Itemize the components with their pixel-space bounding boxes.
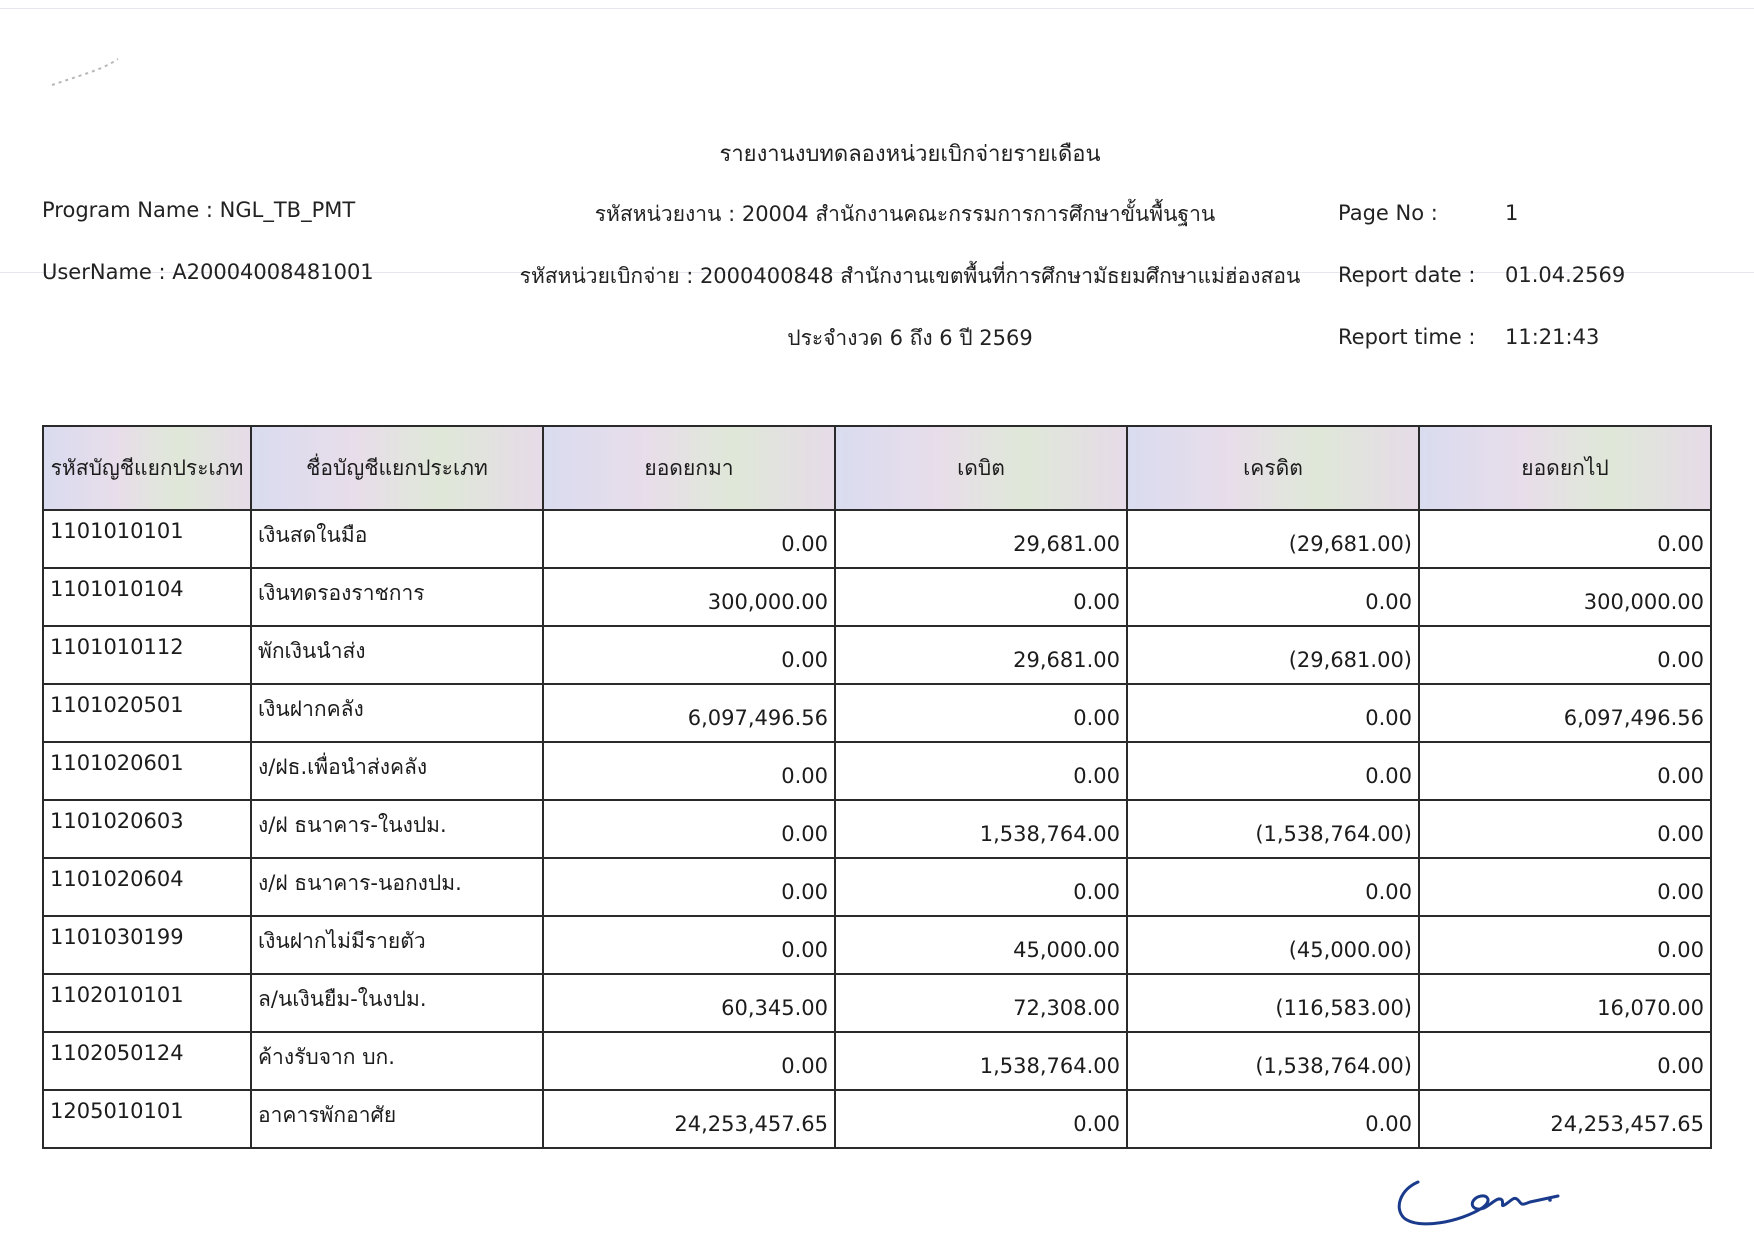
account-name-cell: ง/ฝ ธนาคาร-นอกงปม. xyxy=(251,858,543,916)
account-code-cell: 1205010101 xyxy=(43,1090,251,1148)
report-date-value: 01.04.2569 xyxy=(1505,263,1626,287)
table-row xyxy=(43,800,1711,858)
opening-balance-cell: 0.00 xyxy=(543,742,835,800)
debit-cell: 1,538,764.00 xyxy=(835,800,1127,858)
col-header-account-name: ชื่อบัญชีแยกประเภท xyxy=(251,426,543,510)
debit-cell: 0.00 xyxy=(835,684,1127,742)
table-header-row xyxy=(43,426,1711,510)
opening-balance-cell: 6,097,496.56 xyxy=(543,684,835,742)
table-row xyxy=(43,742,1711,800)
col-header-credit: เครดิต xyxy=(1127,426,1419,510)
account-name-cell: เงินทดรองราชการ xyxy=(251,568,543,626)
col-header-closing-balance: ยอดยกไป xyxy=(1419,426,1711,510)
closing-balance-cell: 0.00 xyxy=(1419,742,1711,800)
trial-balance-table xyxy=(42,425,1712,1149)
account-name-cell: ง/ฝธ.เพื่อนำส่งคลัง xyxy=(251,742,543,800)
closing-balance-cell: 0.00 xyxy=(1419,916,1711,974)
debit-cell: 1,538,764.00 xyxy=(835,1032,1127,1090)
account-name-cell: อาคารพักอาศัย xyxy=(251,1090,543,1148)
opening-balance-cell: 300,000.00 xyxy=(543,568,835,626)
credit-cell: (29,681.00) xyxy=(1127,626,1419,684)
credit-cell: (1,538,764.00) xyxy=(1127,800,1419,858)
account-code-cell: 1101010112 xyxy=(43,626,251,684)
account-code-cell: 1101030199 xyxy=(43,916,251,974)
page-no-label: Page No : xyxy=(1338,201,1438,225)
account-name-cell: ค้างรับจาก บก. xyxy=(251,1032,543,1090)
credit-cell: 0.00 xyxy=(1127,684,1419,742)
table-row xyxy=(43,684,1711,742)
closing-balance-cell: 0.00 xyxy=(1419,510,1711,568)
opening-balance-cell: 24,253,457.65 xyxy=(543,1090,835,1148)
closing-balance-cell: 0.00 xyxy=(1419,800,1711,858)
credit-cell: 0.00 xyxy=(1127,858,1419,916)
debit-cell: 0.00 xyxy=(835,1090,1127,1148)
page-no-value: 1 xyxy=(1505,201,1519,225)
credit-cell: 0.00 xyxy=(1127,568,1419,626)
closing-balance-cell: 0.00 xyxy=(1419,858,1711,916)
table-row xyxy=(43,510,1711,568)
closing-balance-cell: 16,070.00 xyxy=(1419,974,1711,1032)
closing-balance-cell: 300,000.00 xyxy=(1419,568,1711,626)
col-header-opening-balance: ยอดยกมา xyxy=(543,426,835,510)
account-name-cell: เงินฝากไม่มีรายตัว xyxy=(251,916,543,974)
table-row xyxy=(43,1090,1711,1148)
account-name-cell: พักเงินนำส่ง xyxy=(251,626,543,684)
closing-balance-cell: 0.00 xyxy=(1419,1032,1711,1090)
table-row xyxy=(43,626,1711,684)
table-row xyxy=(43,1032,1711,1090)
report-period: ประจำงวด 6 ถึง 6 ปี 2569 xyxy=(787,326,1033,350)
program-name: Program Name : NGL_TB_PMT xyxy=(42,198,356,222)
report-time-value: 11:21:43 xyxy=(1505,325,1600,349)
report-time-label: Report time : xyxy=(1338,325,1476,349)
table-row xyxy=(43,916,1711,974)
closing-balance-cell: 0.00 xyxy=(1419,626,1711,684)
col-header-account-code: รหัสบัญชีแยกประเภท xyxy=(43,426,251,510)
credit-cell: (45,000.00) xyxy=(1127,916,1419,974)
scan-artifact-line xyxy=(0,8,1754,9)
report-title: รายงานงบทดลองหน่วยเบิกจ่ายรายเดือน xyxy=(719,142,1101,167)
handwritten-signature xyxy=(1390,1160,1560,1235)
debit-cell: 0.00 xyxy=(835,858,1127,916)
agency-code: รหัสหน่วยงาน : 20004 สำนักงานคณะกรรมการการศึกษาขั้นพื้นฐาน xyxy=(594,202,1216,226)
opening-balance-cell: 0.00 xyxy=(543,800,835,858)
opening-balance-cell: 0.00 xyxy=(543,858,835,916)
account-code-cell: 1102050124 xyxy=(43,1032,251,1090)
debit-cell: 29,681.00 xyxy=(835,510,1127,568)
debit-cell: 0.00 xyxy=(835,742,1127,800)
username: UserName : A20004008481001 xyxy=(42,260,374,284)
account-code-cell: 1101010104 xyxy=(43,568,251,626)
table-row xyxy=(43,858,1711,916)
disbursement-unit: รหัสหน่วยเบิกจ่าย : 2000400848 สำนักงานเขตพื้นที่การศึกษามัธยมศึกษาแม่ฮ่องสอน xyxy=(519,264,1301,288)
credit-cell: (29,681.00) xyxy=(1127,510,1419,568)
credit-cell: 0.00 xyxy=(1127,742,1419,800)
debit-cell: 45,000.00 xyxy=(835,916,1127,974)
scan-smudge-mark xyxy=(50,55,120,95)
debit-cell: 0.00 xyxy=(835,568,1127,626)
account-code-cell: 1101020601 xyxy=(43,742,251,800)
account-code-cell: 1102010101 xyxy=(43,974,251,1032)
table-row xyxy=(43,974,1711,1032)
account-code-cell: 1101020604 xyxy=(43,858,251,916)
opening-balance-cell: 0.00 xyxy=(543,1032,835,1090)
account-name-cell: เงินสดในมือ xyxy=(251,510,543,568)
account-name-cell: เงินฝากคลัง xyxy=(251,684,543,742)
opening-balance-cell: 0.00 xyxy=(543,626,835,684)
closing-balance-cell: 24,253,457.65 xyxy=(1419,1090,1711,1148)
debit-cell: 72,308.00 xyxy=(835,974,1127,1032)
debit-cell: 29,681.00 xyxy=(835,626,1127,684)
credit-cell: (116,583.00) xyxy=(1127,974,1419,1032)
report-date-label: Report date : xyxy=(1338,263,1476,287)
col-header-debit: เดบิต xyxy=(835,426,1127,510)
account-name-cell: ล/นเงินยืม-ในงปม. xyxy=(251,974,543,1032)
credit-cell: (1,538,764.00) xyxy=(1127,1032,1419,1090)
credit-cell: 0.00 xyxy=(1127,1090,1419,1148)
account-code-cell: 1101020603 xyxy=(43,800,251,858)
account-code-cell: 1101010101 xyxy=(43,510,251,568)
opening-balance-cell: 60,345.00 xyxy=(543,974,835,1032)
account-code-cell: 1101020501 xyxy=(43,684,251,742)
opening-balance-cell: 0.00 xyxy=(543,916,835,974)
opening-balance-cell: 0.00 xyxy=(543,510,835,568)
closing-balance-cell: 6,097,496.56 xyxy=(1419,684,1711,742)
table-row xyxy=(43,568,1711,626)
account-name-cell: ง/ฝ ธนาคาร-ในงปม. xyxy=(251,800,543,858)
